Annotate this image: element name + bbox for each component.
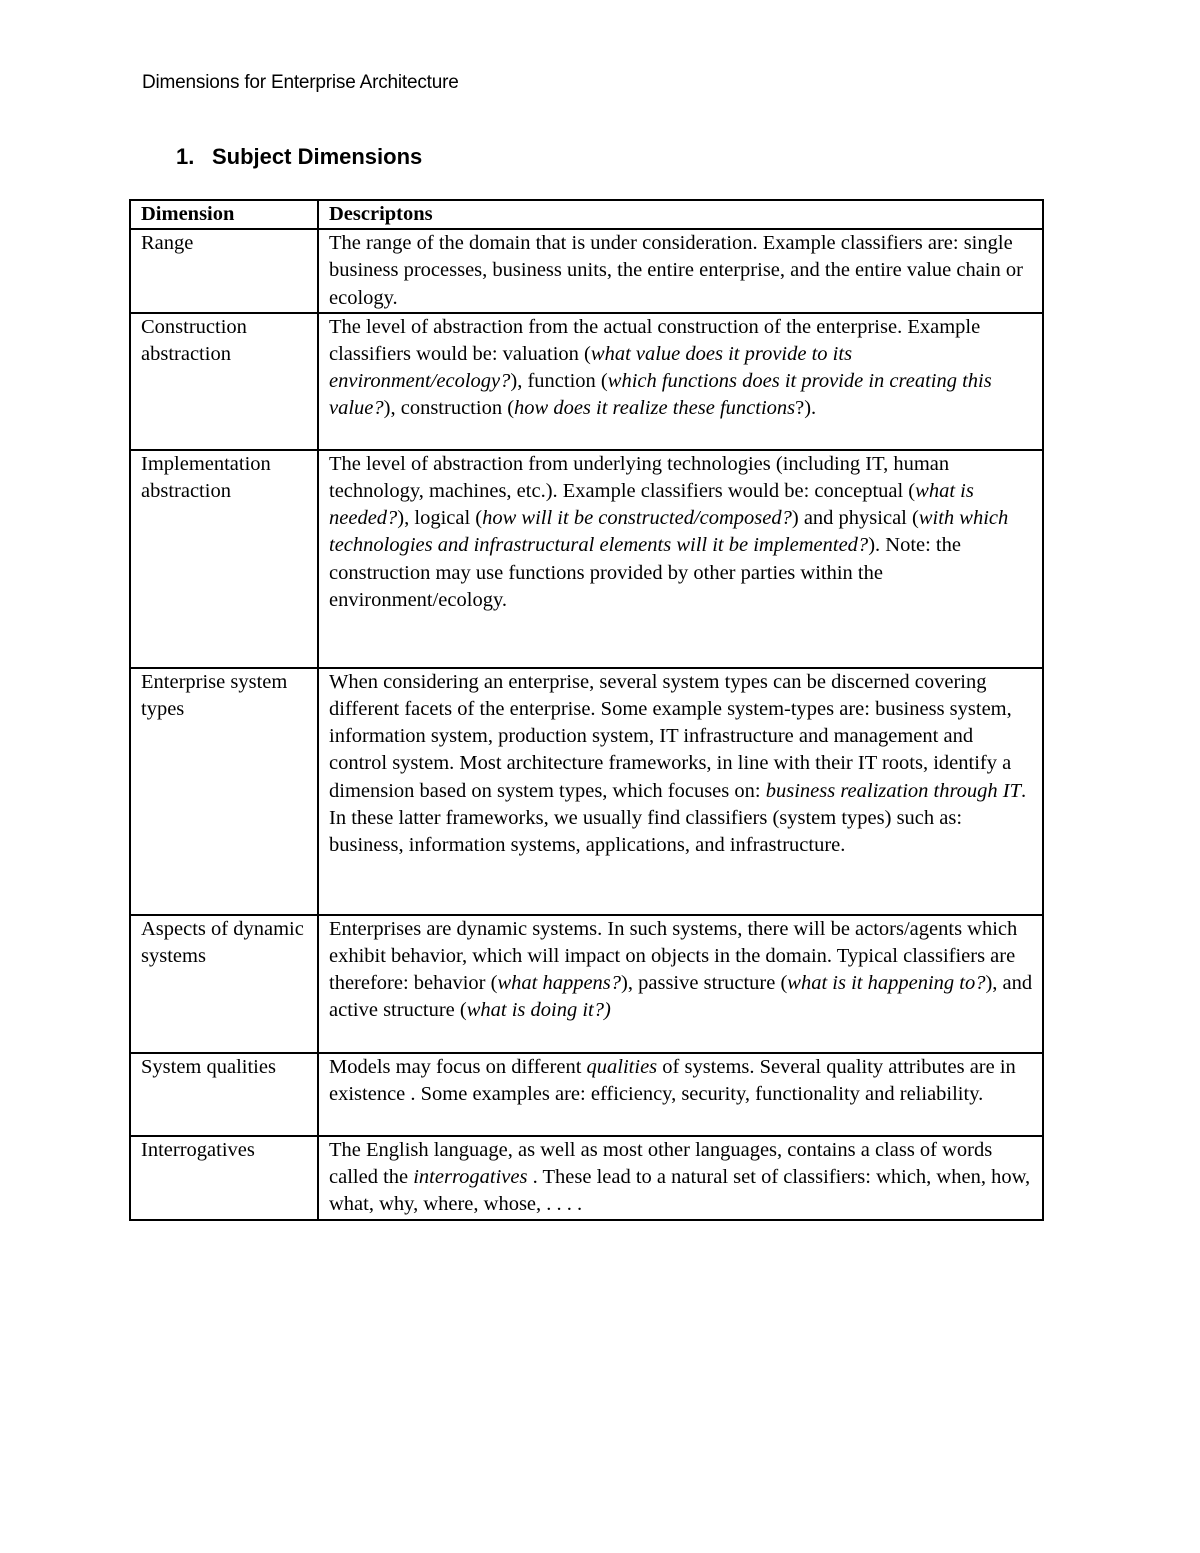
table-row — [130, 229, 1043, 313]
dimension-cell: System qualities — [130, 1053, 318, 1136]
description-text: Enterprises are dynamic systems. In such systems, there will be actors/agents which exhibit behavior, which will impact on objects in the domain. Typical classifiers are therefore: behavior ( — [329, 917, 1018, 995]
description-text: of systems. Several quality attributes are in existence . Some examples are: efficiency, security, functionality and reliability. — [329, 1055, 1016, 1106]
table-row — [130, 915, 1043, 1053]
description-italic-text: what happens? — [497, 972, 622, 995]
document-title: Dimensions for Enterprise Architecture — [142, 72, 459, 93]
description-cell — [318, 1136, 1043, 1220]
table-row — [130, 450, 1043, 668]
description-text: ), function ( — [510, 370, 608, 393]
description-italic-text: qualities — [586, 1055, 658, 1078]
section-title: Subject Dimensions — [212, 144, 423, 169]
description-text: When considering an enterprise, several system types can be discerned covering different facets of the enterprise. Some example system-types are: business system, information system, production system, IT infrastructure and management and control system. Most architecture frameworks, in line with their IT roots, identify a dimension based on system types, which focuses on: — [329, 670, 1012, 802]
description-text: The range of the domain that is under consideration. Example classifiers are: single business processes, business units, the entire enterprise, and the entire value chain or ecology. — [329, 232, 1023, 309]
description-italic-text: what is needed? — [329, 480, 974, 530]
description-italic-text: what value does it provide to its environment/ecology? — [329, 343, 853, 393]
dimension-cell: Implementation abstraction — [130, 450, 318, 668]
dimension-cell: Enterprise system types — [130, 668, 318, 915]
description-text: ?). — [795, 397, 817, 420]
dimensions-table — [129, 199, 1044, 1221]
table-row — [130, 1136, 1043, 1220]
description-text: ), logical ( — [397, 507, 483, 530]
description-text: ). Note: the construction may use functions provided by other parties within the environment/ecology. — [329, 534, 961, 611]
description-italic-text: what is it happening to? — [787, 972, 986, 995]
description-text: The level of abstraction from underlying technologies (including IT, human technology, machines, etc.). Example classifiers would be: conceptual ( — [329, 452, 950, 503]
section-number: 1. — [176, 144, 195, 169]
description-cell — [318, 313, 1043, 450]
description-italic-text: which functions does it provide in creating this value? — [329, 370, 992, 420]
description-text: ) and physical ( — [791, 507, 919, 530]
description-cell — [318, 229, 1043, 313]
header-dimension: Dimension — [130, 200, 318, 229]
header-description: Descriptons — [318, 200, 1043, 229]
description-cell — [318, 450, 1043, 668]
description-text: The English language, as well as most other languages, contains a class of words called the — [329, 1138, 993, 1189]
description-italic-text: how will it be constructed/composed? — [482, 507, 792, 530]
description-italic-text: with which technologies and infrastructural elements will it be implemented? — [329, 507, 1009, 557]
table-row — [130, 668, 1043, 915]
dimension-cell: Range — [130, 229, 318, 313]
description-italic-text: how does it realize these functions — [514, 397, 796, 420]
dimension-cell: Construction abstraction — [130, 313, 318, 450]
table-header-row — [130, 200, 1043, 229]
dimension-cell: Interrogatives — [130, 1136, 318, 1220]
description-italic-text: what is doing it?) — [466, 999, 611, 1022]
description-text: The level of abstraction from the actual construction of the enterprise. Example classifiers would be: valuation ( — [329, 315, 981, 366]
description-text: ), construction ( — [383, 397, 515, 420]
description-cell — [318, 1053, 1043, 1136]
description-text: . In these latter frameworks, we usually find classifiers (system types) such as: business, information systems, applications, and infrastructure. — [329, 779, 1027, 857]
table-row — [130, 313, 1043, 450]
description-cell — [318, 668, 1043, 915]
description-text: ), passive structure ( — [621, 972, 788, 995]
dimension-cell: Aspects of dynamic systems — [130, 915, 318, 1053]
description-cell — [318, 915, 1043, 1053]
description-italic-text: interrogatives — [413, 1166, 528, 1189]
table-row — [130, 1053, 1043, 1136]
section-heading — [176, 144, 422, 170]
description-italic-text: business realization through IT — [765, 779, 1022, 802]
description-text: Models may focus on different — [329, 1055, 587, 1078]
description-text: . These lead to a natural set of classifiers: which, when, how, what, why, where, whose, . . . . — [329, 1166, 1031, 1216]
description-text: ), and active structure ( — [329, 972, 1033, 1022]
